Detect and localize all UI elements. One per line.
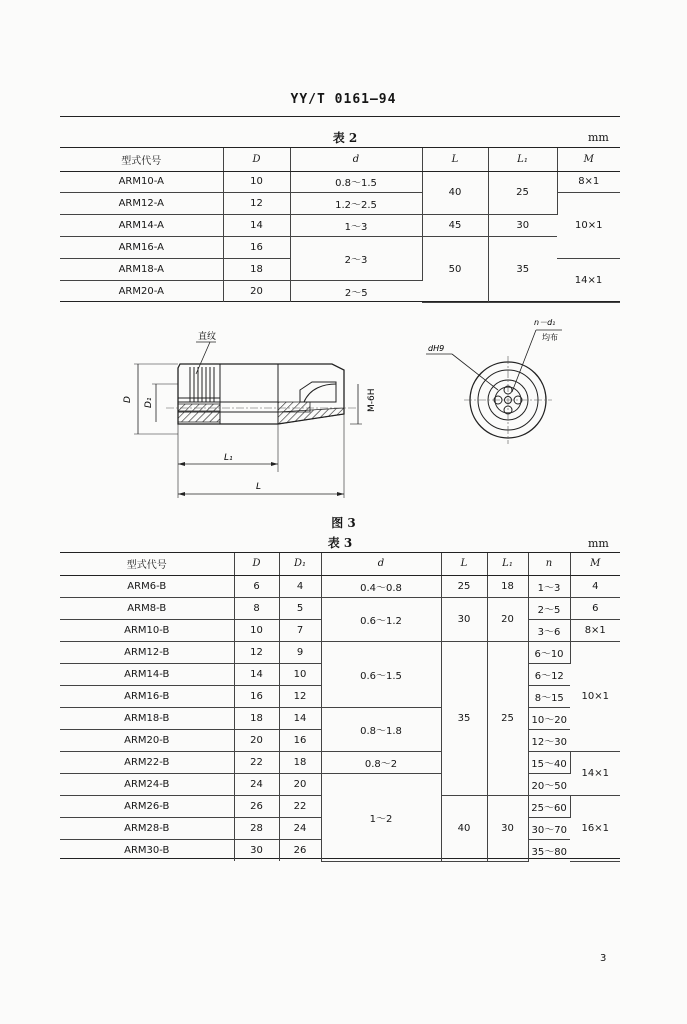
table3-L: 40 — [441, 795, 487, 861]
table3-n: 1～3 — [528, 575, 570, 597]
table3-d: 1～2 — [321, 773, 441, 861]
table2-model: ARM12-A — [60, 192, 223, 214]
table2-model: ARM20-A — [60, 280, 223, 302]
table2-L1: 25 — [488, 171, 557, 214]
table3-M: 8×1 — [570, 619, 620, 641]
knurl-lines — [190, 367, 214, 402]
table3 — [60, 553, 620, 862]
table3-model: ARM28-B — [60, 817, 234, 839]
table3-D1: 22 — [279, 795, 321, 817]
table3-model: ARM10-B — [60, 619, 234, 641]
table2-d: 1.2～2.5 — [290, 192, 422, 214]
table2-d: 0.8～1.5 — [290, 171, 422, 192]
table3-D1: 24 — [279, 817, 321, 839]
table2-model: ARM16-A — [60, 236, 223, 258]
table3-M: 16×1 — [570, 795, 620, 861]
table3-n: 6～10 — [528, 641, 570, 663]
table3-M: 14×1 — [570, 751, 620, 795]
table2-M: 8×1 — [557, 171, 620, 192]
table3-D1: 10 — [279, 663, 321, 685]
table3-L: 35 — [441, 641, 487, 795]
table2-header-model: 型式代号 — [60, 148, 223, 171]
table3-D1: 26 — [279, 839, 321, 861]
table3-n: 10～20 — [528, 707, 570, 729]
evenly-distributed-label: 均布 — [542, 333, 558, 342]
table3-model: ARM12-B — [60, 641, 234, 663]
table2-L1: 35 — [488, 236, 557, 302]
table2-L1: 30 — [488, 214, 557, 236]
table3-model: ARM20-B — [60, 729, 234, 751]
table2-D: 10 — [223, 171, 290, 192]
standard-number-header: YY/T 0161—94 — [290, 92, 397, 107]
table3-n: 3～6 — [528, 619, 570, 641]
table3-header-d: d — [321, 553, 441, 575]
table3-D: 8 — [234, 597, 279, 619]
table3-L1: 25 — [487, 641, 528, 795]
table3-L1: 30 — [487, 795, 528, 861]
table3-D1: 16 — [279, 729, 321, 751]
bore-label: dH9 — [428, 344, 445, 353]
table2-M: 14×1 — [557, 258, 620, 302]
table3-D: 22 — [234, 751, 279, 773]
dim-L1-label: L₁ — [224, 453, 233, 463]
thread-label: M-6H — [367, 388, 377, 412]
table3-D: 12 — [234, 641, 279, 663]
table3-D: 20 — [234, 729, 279, 751]
table3-model: ARM14-B — [60, 663, 234, 685]
table2-D: 12 — [223, 192, 290, 214]
table3-header-n: n — [528, 553, 570, 575]
table3-n: 12～30 — [528, 729, 570, 751]
table3-M: 4 — [570, 575, 620, 597]
table3-D1: 4 — [279, 575, 321, 597]
table3-D1: 14 — [279, 707, 321, 729]
table3-L1: 20 — [487, 597, 528, 641]
table3-header-M: M — [570, 553, 620, 575]
table3-unit: mm — [588, 537, 609, 550]
table3-M: 10×1 — [570, 641, 620, 751]
dim-D-label: D — [123, 396, 133, 403]
table3-header-D: D — [234, 553, 279, 575]
table3-D1: 12 — [279, 685, 321, 707]
figure3-caption: 图 3 — [331, 516, 356, 530]
holes-label: n－d₁ — [534, 318, 556, 327]
figure3-drawing — [100, 312, 620, 512]
table2 — [60, 148, 620, 303]
table3-d: 0.6～1.5 — [321, 641, 441, 707]
table3-L: 25 — [441, 575, 487, 597]
table3-model: ARM26-B — [60, 795, 234, 817]
table3-header-L: L — [441, 553, 487, 575]
table2-header-D: D — [223, 148, 290, 171]
table3-D1: 20 — [279, 773, 321, 795]
table3-header-D1: D₁ — [279, 553, 321, 575]
table2-M: 10×1 — [557, 192, 620, 258]
table2-d: 1～3 — [290, 214, 422, 236]
table3-header-model: 型式代号 — [60, 553, 234, 575]
table2-D: 16 — [223, 236, 290, 258]
table3-M: 6 — [570, 597, 620, 619]
table3-model: ARM16-B — [60, 685, 234, 707]
table3-d: 0.8～2 — [321, 751, 441, 773]
table3-n: 30～70 — [528, 817, 570, 839]
table2-header-d: d — [290, 148, 422, 171]
table3-n: 20～50 — [528, 773, 570, 795]
table3-L1: 18 — [487, 575, 528, 597]
table2-header-L1: L₁ — [488, 148, 557, 171]
end-view — [464, 356, 552, 444]
page-number: 3 — [600, 953, 607, 964]
table3-model: ARM30-B — [60, 839, 234, 861]
table2-header-L: L — [422, 148, 488, 171]
table3-D1: 7 — [279, 619, 321, 641]
table3-D: 6 — [234, 575, 279, 597]
table2-unit: mm — [588, 131, 609, 144]
table2-caption: 表 2 — [332, 131, 358, 145]
table3-n: 15～40 — [528, 751, 570, 773]
table3-D: 30 — [234, 839, 279, 861]
table3-D1: 9 — [279, 641, 321, 663]
dim-D1-label: D₁ — [144, 397, 154, 408]
table3-D: 14 — [234, 663, 279, 685]
table3-n: 6～12 — [528, 663, 570, 685]
table3-D1: 5 — [279, 597, 321, 619]
table3-n: 25～60 — [528, 795, 570, 817]
table2-L: 40 — [422, 171, 488, 214]
table3-header-L1: L₁ — [487, 553, 528, 575]
table3-model: ARM8-B — [60, 597, 234, 619]
table3-n: 8～15 — [528, 685, 570, 707]
table2-D: 18 — [223, 258, 290, 280]
table3-D: 24 — [234, 773, 279, 795]
table2-model: ARM18-A — [60, 258, 223, 280]
table2-d: 2～3 — [290, 236, 422, 280]
table3-d: 0.8～1.8 — [321, 707, 441, 751]
table3-D: 10 — [234, 619, 279, 641]
table3-L: 30 — [441, 597, 487, 641]
table2-model: ARM10-A — [60, 171, 223, 192]
table3-model: ARM24-B — [60, 773, 234, 795]
table3-model: ARM6-B — [60, 575, 234, 597]
header-rule — [60, 116, 620, 117]
table3-model: ARM22-B — [60, 751, 234, 773]
table2-header-M: M — [557, 148, 620, 171]
table3-d: 0.6～1.2 — [321, 597, 441, 641]
table2-D: 14 — [223, 214, 290, 236]
table3-n: 35～80 — [531, 846, 567, 858]
table3-D: 28 — [234, 817, 279, 839]
side-view — [166, 364, 356, 424]
table3-d: 0.4～0.8 — [321, 575, 441, 597]
table3-D1: 18 — [279, 751, 321, 773]
table3-D: 16 — [234, 685, 279, 707]
table2-D: 20 — [223, 280, 290, 302]
table3-D: 26 — [234, 795, 279, 817]
table2-d: 2～5 — [344, 287, 368, 299]
dim-L-label: L — [256, 482, 262, 492]
table2-L: 50 — [422, 236, 488, 302]
table2-L: 45 — [422, 214, 488, 236]
table3-D: 18 — [234, 707, 279, 729]
table2-model: ARM14-A — [60, 214, 223, 236]
knurl-label: 直纹 — [198, 332, 217, 342]
table3-caption: 表 3 — [327, 536, 353, 550]
table3-n: 2～5 — [528, 597, 570, 619]
table3-model: ARM18-B — [60, 707, 234, 729]
